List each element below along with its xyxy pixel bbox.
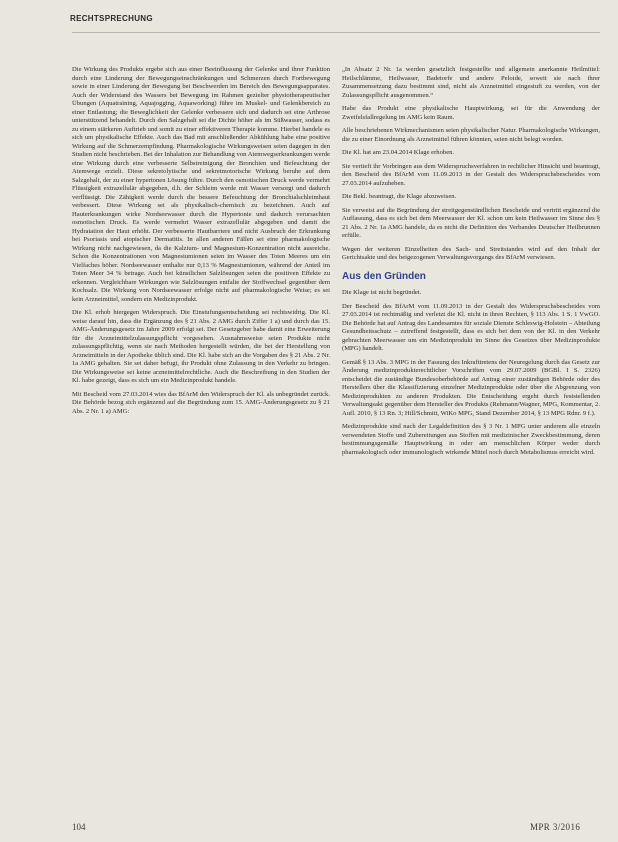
right-paragraph-6: Die Bekl. beantragt, die Klage abzuweisen.	[342, 193, 457, 200]
section-header: RECHTSPRECHUNG	[70, 14, 153, 23]
left-paragraph-1: Die Wirkung des Produkts ergebe sich aus einer Beeinflussung der Gelenke und ihrer Funktion durch eine Linderung der Bewegungseinschränkungen und Schmerzen durch Fortbewegung sowie in einer Linderung der Bewegung bei Beschwerden im Bereich des Bewegungsapparates. Auch der Widerstand des Wassers bei Bewegung im Rahmen gezielter physiotherapeutischer Übungen (Aquatraining, Aquajogging, Aquaworking) führe im Muskel- und Gelenkbereich zu einer Entlastung; die Beweglichkeit der Gelenke verbessere sich und dadurch sei eine Arthrose unterstützend behandelt. Durch den Salzgehalt sei die Dichte höher als im Süßwasser, sodass es zu einem stärkeren Auftrieb und somit zu einer effektiveren Therapie komme. Hierbei handele es sich um physikalische Effekte. Auch das Bad mit anschließender Abkühlung habe eine positive Wirkung auf die Schmerzempfindung. Pharmakologische Wirkungsweisen seien dagegen in den Studien nicht beschrieben. Bei der Inhalation zur Behandlung von Atemwegserkrankungen werde eine Wirkung durch eine verbesserte Selbstreinigung der Bronchien und Befeuchtung der Atemwege erzielt. Diese sekretolytische und sekretmotorische Wirkung beruhe auf dem Salzgehalt, der zu einer hypertonen Lösung führe. Durch den osmotischen Druck werde vermehrt Flüssigkeit extrazellulär abgegeben, d.h. der Schleim werde mit Wasser versorgt und dadurch verflüssigt. Die Zähigkeit werde durch die bessere Befeuchtung der Bronchialschleimhaut verbessert. Diese Wirkung sei als physikalisch-chemisch zu bezeichnen. Auch auf Hauterkrankungen wirke Nordseewasser durch die Hypertonie und dadurch verursachten osmotischen Druck. Es werde vermehrt Wasser extrazellulär abgegeben und damit die Hydratation der Haut erhöht. Der verbesserte Hautbarriere und nicht Ausbruch der Erkrankung bei Psoriasis und atopischer Dermatitis. In allen anderen Fällen sei eine pharmakologische Wirkung nicht nachgewiesen, da die Kalzium- und Magnesium-Konzentration nicht ausreiche. Schon die Konzentrationen von Magnesiumionen seien im Wasser des Toten Meeres um ein Vielfaches höher. Nordseewasser enthalte nur 0,13 % Magnesiumionen, während der Anteil im Toten Meer 34 % betrage. Auch bei künstlichen Salzlösungen seien die positiven Effekte zu erkennen. Vergleichbare Wirkungen wie Salzlösungen entfalte der Stoffwechsel gegenüber dem Kochsalz. Die Wirkung von Nordseewasser erfolge nicht auf pharmakologische Weise; es sei kein Arzneimittel, sondern ein Medizinprodukt.	[72, 66, 330, 303]
reasons-paragraph-4: Medizinprodukte sind nach der Legaldefinition des § 3 Nr. 1 MPG unter anderem alle einzeln verwendeten Stoffe und Zubereitungen aus Stoffen mit medizinischer Zweckbestimmung, deren bestimmungsgemäße Hauptwirkung in oder am menschlichen Körper weder durch pharmakologisch oder immunologisch wirkende Mittel noch durch Metabolismus erreicht wird.	[342, 423, 600, 456]
right-paragraph-1: „In Absatz 2 Nr. 1a werden gesetzlich festgestellte und allgemein anerkannte Heilmittel: Heilschlämme, Heilwasser, Badetorfe und andere Peloide, soweit sie nach ihrer Zusammensetzung dazu bestimmt sind, nicht als Arzneimittel eingestuft zu werden, von der Zulassungspflicht ausgenommen.“	[342, 66, 600, 99]
page-number: 104	[72, 822, 86, 832]
right-paragraph-5: Sie vertieft ihr Vorbringen aus dem Widerspruchsverfahren in rechtlicher Hinsicht und beantragt, den Bescheid des BfArM vom 11.09.2013 in der Gestalt des Widerspruchsbescheides vom 27.03.2014 aufzuheben.	[342, 162, 600, 187]
right-paragraph-2: Habe das Produkt eine physikalische Hauptwirkung, sei für die Anwendung der Zweifelsfallregelung im AMG kein Raum.	[342, 105, 600, 121]
left-column	[72, 66, 330, 421]
right-column	[342, 66, 600, 462]
right-paragraph-3: Alle beschriebenen Wirkmechanismen seien physikalischer Natur. Pharmakologische Wirkungen, die zu einer Einordnung als Arzneimittel führen könnten, seien nicht belegt worden.	[342, 127, 600, 143]
right-paragraph-8: Wegen der weiteren Einzelheiten des Sach- und Streitstandes wird auf den Inhalt der Gerichtsakte und des beigezogenen Verwaltungsvorgangs des BfArM verwiesen.	[342, 245, 600, 261]
journal-issue: MPR 3/2016	[530, 822, 581, 832]
left-paragraph-3: Mit Bescheid vom 27.03.2014 wies das BfArM den Widerspruch der Kl. als unbegründet zurück. Die Behörde bezog sich ergänzend auf die Begründung zum 15. AMG-Änderungsgesetz zu § 21 Abs. 2 Nr. 1 a) AMG:	[72, 390, 330, 415]
header-rule	[72, 32, 600, 33]
section-heading: Aus den Gründen	[342, 270, 426, 282]
right-paragraph-4: Die Kl. hat am 23.04.2014 Klage erhoben.	[342, 149, 455, 156]
reasons-paragraph-2: Der Bescheid des BfArM vom 11.09.2013 in der Gestalt des Widerspruchsbescheides vom 27.03.2014 ist rechtmäßig und verletzt die Kl. nicht in ihren Rechten, § 113 Abs. 1 S. 1 VwGO. Die Behörde hat auf Antrag des Landesamtes für soziale Dienste Schleswig-Holstein – Abteilung Gesundheitsschutz – zutreffend festgestellt, dass es sich bei dem von der Kl. in den Verkehr gebrachten Meerwasser um ein Medizinprodukt im Sinne des Gesetzes über Medizinprodukte (MPG) handelt.	[342, 302, 600, 352]
right-paragraph-7: Sie verweist auf die Begründung der streitgegenständlichen Bescheide und vertritt ergänzend die Auffassung, dass es sich bei dem Meerwasser der Kl. schon um kein Heilwasser im Sinne des § 21 Abs. 2 Nr. 1a AMG handele, da es nicht die Definition des Verbandes Deutscher Heilbrunnen erfülle.	[342, 206, 600, 239]
reasons-paragraph-1: Die Klage ist nicht begründet.	[342, 289, 422, 296]
reasons-paragraph-3: Gemäß § 13 Abs. 3 MPG in der Fassung des Inkrafttretens der Neuregelung durch das Gesetz zur Änderung medizinprodukterechtlicher Vorschriften vom 29.07.2009 (BGBl. I S. 2326) entscheidet die zuständige Bundesoberbehörde auf Antrag einer zuständigen Behörde oder des Herstellers über die Klassifizierung einzelner Medizinprodukte oder über die Abgrenzung von Medizinprodukten zu anderen Produkten. Die Entscheidung ergeht durch feststellenden Verwaltungsakt gegenüber dem Hersteller des Produkts (Rehmann/Wagner, MPG, Kommentar, 2. Aufl. 2010, § 13 Rn. 3; Hill/Schmitt, WiKo MPG, Stand Dezember 2014, § 13 MPG Rdnr. 9 f.).	[342, 358, 600, 417]
left-paragraph-2: Die Kl. erhob hiergegen Widerspruch. Die Einstufungsentscheidung sei rechtswidrig. Die Kl. weise darauf hin, dass die Ergänzung des § 21 Abs. 2 AMG durch Ziffer 1 a) und durch das 15. AMG-Änderungsgesetz im Jahre 2009 erfolgt sei. Der Gesetzgeber habe damit eine Erweiterung für die Arzneimittelzulassungspflicht vorgesehen. Ausnahmsweise seien Produkte nicht zulassungspflichtig, wenn sie nach Methoden hergestellt würden, die bei der Herstellung von Arzneimitteln in der Apotheke üblich sind. Die Kl. habe sich an die Vorgaben des § 21 Abs. 2 Nr. 1a AMG gehalten. Sie sei daher befugt, ihr Produkt ohne Zulassung in den Verkehr zu bringen. Die Wirkungsweise sei keine arzneimittelrechtliche. Auch die Beschreibung in den Studien der Kl. habe gezeigt, dass es sich um ein Medizinprodukt handele.	[72, 309, 330, 384]
